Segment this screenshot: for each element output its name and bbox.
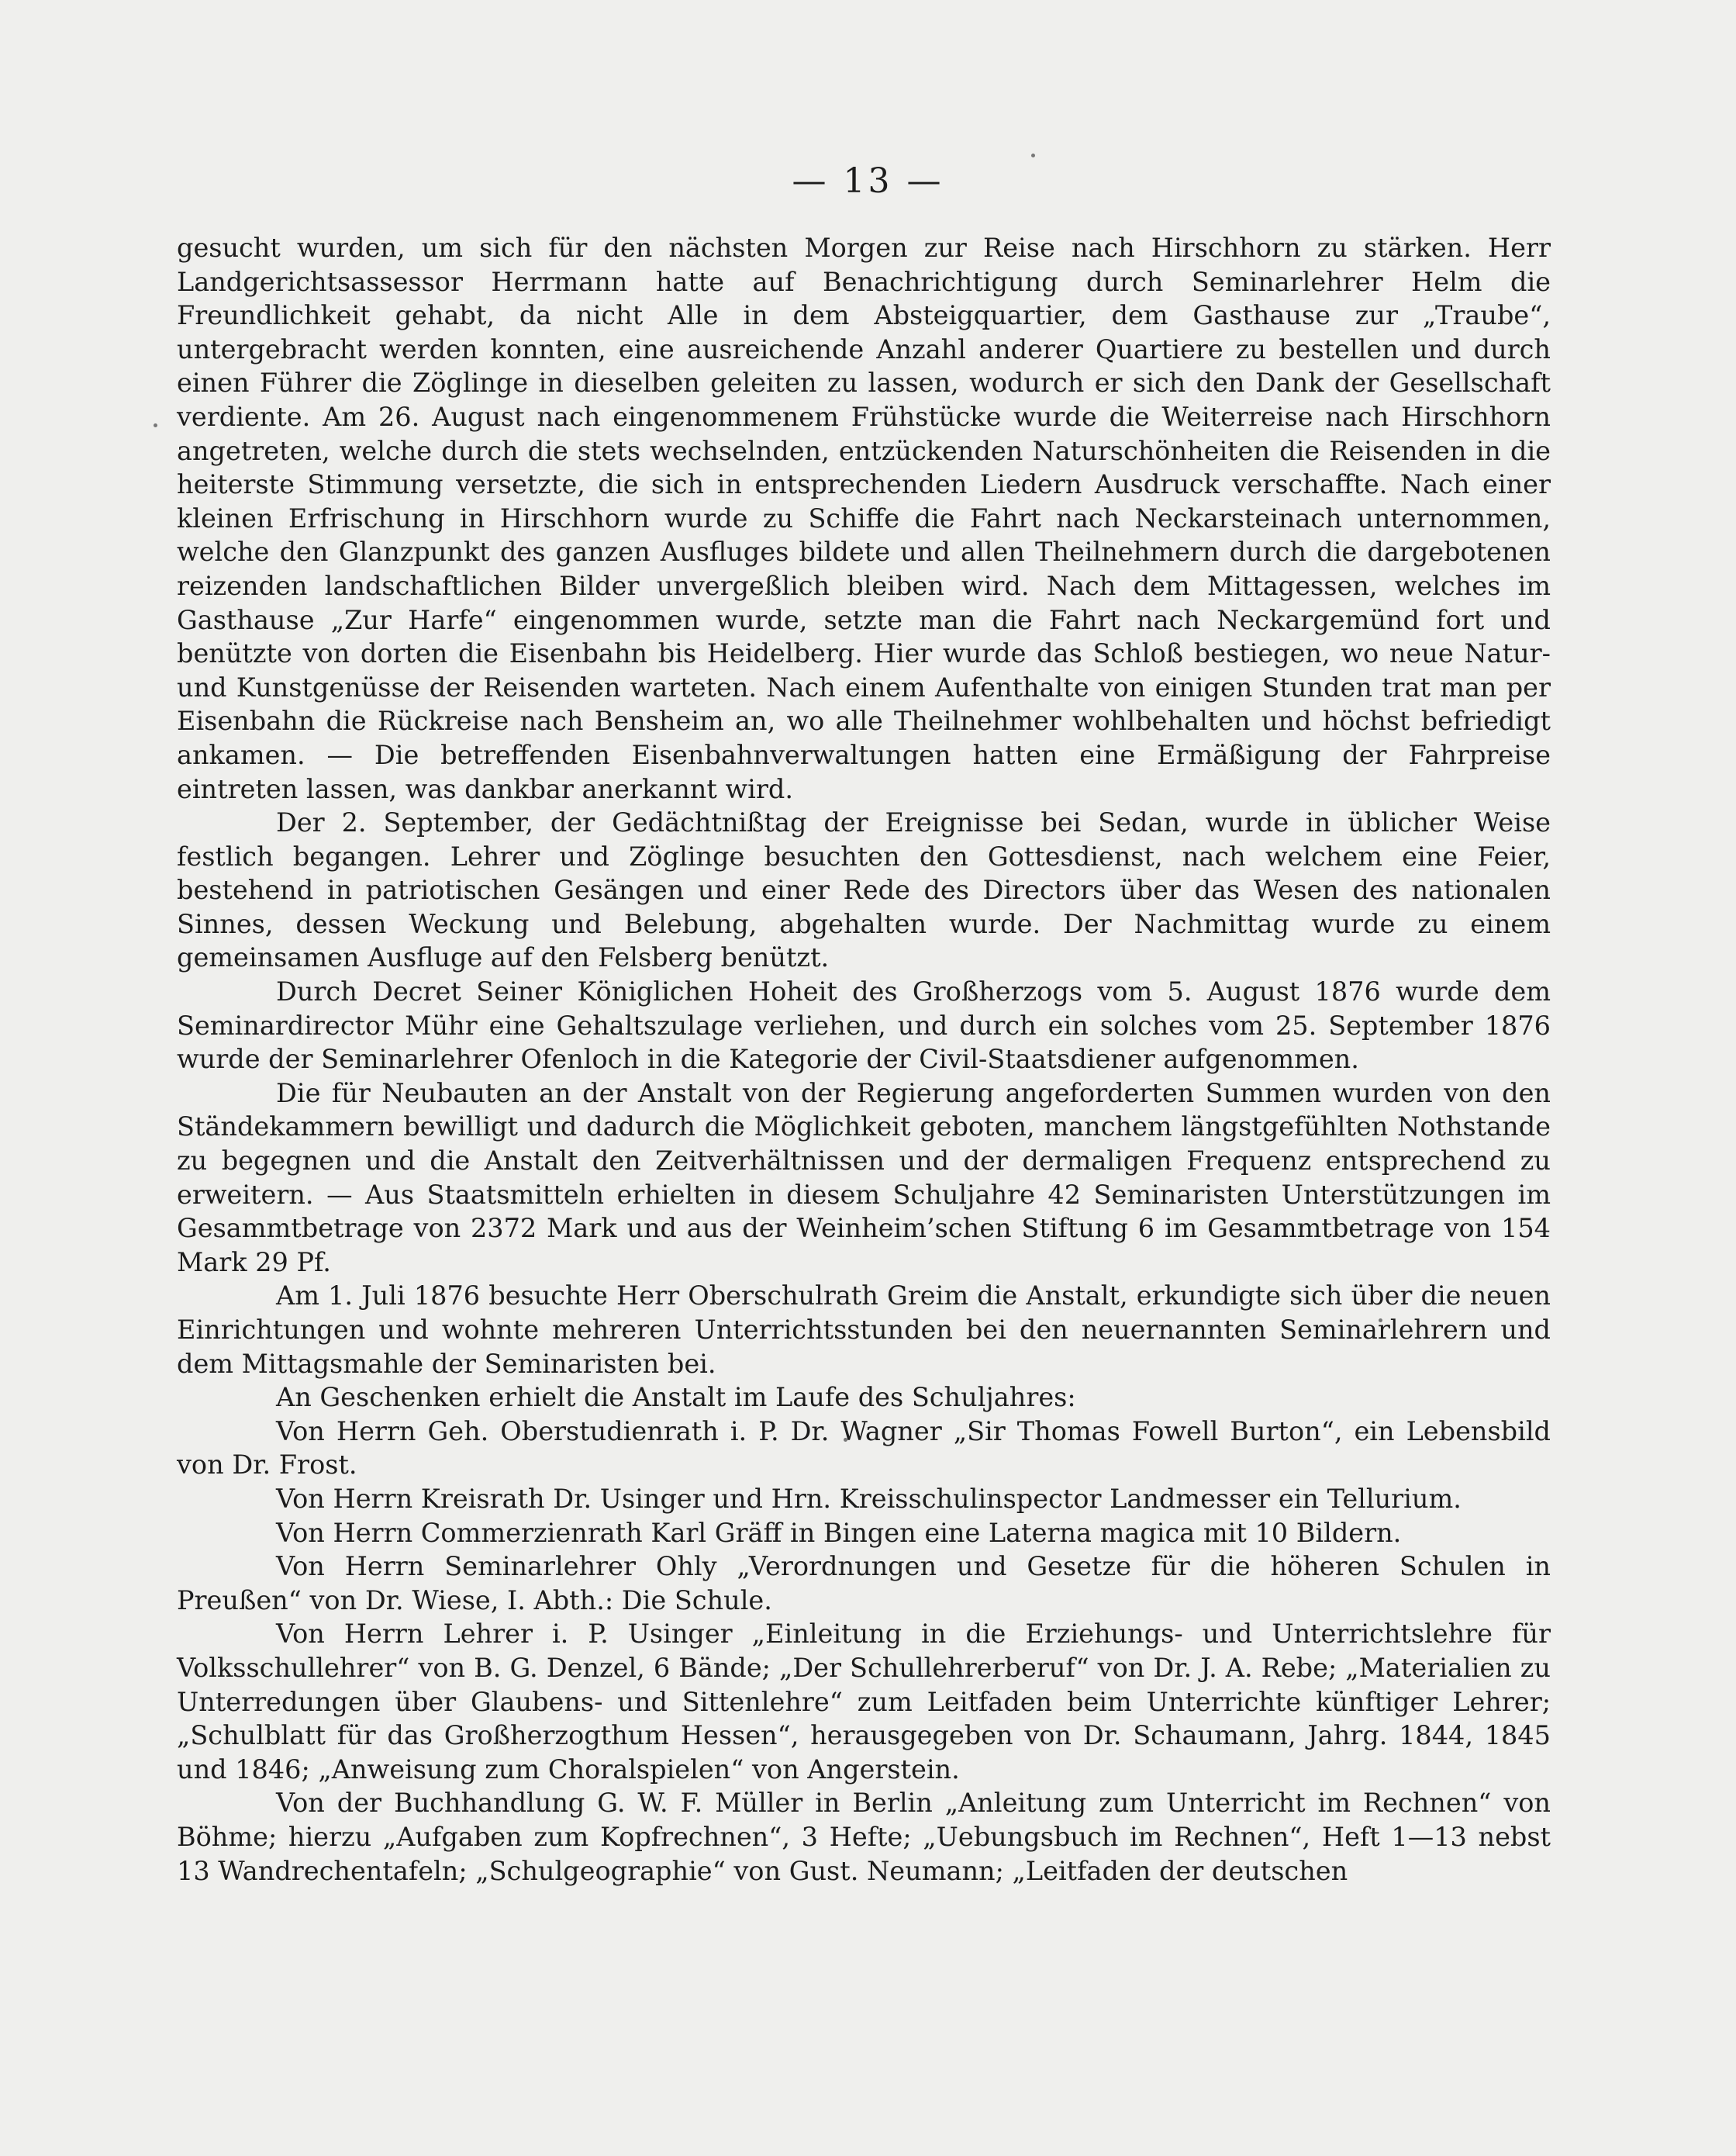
- page-number: — 13 —: [792, 161, 944, 201]
- paragraph: Von Herrn Seminarlehrer Ohly „Verordnungen und Gesetze für die höheren Schulen in Preußen“ von Dr. Wiese, I. Abth.: Die Schule.: [177, 1551, 1551, 1615]
- paragraph: Die für Neubauten an der Anstalt von der Regierung angeforderten Summen wurden von den Ständekammern bewilligt und dadurch die Möglichkeit geboten, manchem längstgefühlten Nothstande zu begegnen und die Anstalt den Zeitverhältnissen und der dermaligen Frequenz entsprechend zu erweitern. — Aus Staatsmitteln erhielten in diesem Schuljahre 42 Seminaristen Unterstützungen im Gesammtbetrage von 2372 Mark und aus der Weinheim’schen Stiftung 6 im Gesammtbetrage von 154 Mark 29 Pf.: [177, 1077, 1551, 1277]
- paragraph: Am 1. Juli 1876 besuchte Herr Oberschulrath Greim die Anstalt, erkundigte sich über die neuen Einrichtungen und wohnte mehreren Unterrichtsstunden bei den neuernannten Seminarlehrern und dem Mittagsmahle der Seminaristen bei.: [177, 1280, 1551, 1379]
- paragraph: Von Herrn Kreisrath Dr. Usinger und Hrn. Kreisschulinspector Landmesser ein Tellurium.: [276, 1483, 1462, 1514]
- paragraph: Durch Decret Seiner Königlichen Hoheit des Großherzogs vom 5. August 1876 wurde dem Seminardirector Mühr eine Gehaltszulage verliehen, und durch ein solches vom 25. September 1876 wurde der Seminarlehrer Ofenloch in die Kategorie der Civil-Staatsdiener aufgenommen.: [177, 976, 1551, 1075]
- paragraph: An Geschenken erhielt die Anstalt im Laufe des Schuljahres:: [276, 1382, 1076, 1413]
- paragraph: Von Herrn Geh. Oberstudienrath i. P. Dr. Wagner „Sir Thomas Fowell Burton“, ein Lebensbild von Dr. Frost.: [177, 1415, 1551, 1481]
- paragraph: gesucht wurden, um sich für den nächsten Morgen zur Reise nach Hirschhorn zu stärken. Herr Landgerichtsassessor Herrmann hatte auf Benachrichtigung durch Seminarlehrer Helm die Freundlichkeit gehabt, da nicht Alle in dem Absteigquartier, dem Gasthause zur „Traube“, untergebracht werden konnten, eine ausreichende Anzahl anderer Quartiere zu bestellen und durch einen Führer die Zöglinge in dieselben geleiten zu lassen, wodurch er sich den Dank der Gesellschaft verdiente. Am 26. August nach eingenommenem Frühstücke wurde die Weiterreise nach Hirschhorn angetreten, welche durch die stets wechselnden, entzückenden Naturschönheiten die Reisenden in die heiterste Stimmung versetzte, die sich in entsprechenden Liedern Ausdruck verschaffte. Nach einer kleinen Erfrischung in Hirschhorn wurde zu Schiffe die Fahrt nach Neckarsteinach unternommen, welche den Glanzpunkt des ganzen Ausfluges bildete und allen Theilnehmern durch die dargebotenen reizenden landschaftlichen Bilder unvergeßlich bleiben wird. Nach dem Mittagessen, welches im Gasthause „Zur Harfe“ eingenommen wurde, setzte man die Fahrt nach Neckargemünd fort und benützte von dorten die Eisenbahn bis Heidelberg. Hier wurde das Schloß bestiegen, wo neue Natur- und Kunstgenüsse der Reisenden warteten. Nach einem Aufenthalte von einigen Stunden trat man per Eisenbahn die Rückreise nach Bensheim an, wo alle Theilnehmer wohlbehalten und höchst befriedigt ankamen. — Die betreffenden Eisenbahnverwaltungen hatten eine Ermäßigung der Fahrpreise eintreten lassen, was dankbar anerkannt wird.: [177, 233, 1551, 804]
- paragraph: Von der Buchhandlung G. W. F. Müller in Berlin „Anleitung zum Unterricht im Rechnen“ von Böhme; hierzu „Aufgaben zum Kopfrechnen“, 3 Hefte; „Uebungsbuch im Rechnen“, Heft 1—13 nebst 13 Wandrechentafeln; „Schulgeographie“ von Gust. Neumann; „Leitfaden der deutschen: [177, 1788, 1551, 1886]
- paragraph: Der 2. September, der Gedächtnißtag der Ereignisse bei Sedan, wurde in üblicher Weise festlich begangen. Lehrer und Zöglinge besuchten den Gottesdienst, nach welchem eine Feier, bestehend in patriotischen Gesängen und einer Rede des Directors über das Wesen des nationalen Sinnes, dessen Weckung und Belebung, abgehalten wurde. Der Nachmittag wurde zu einem gemeinsamen Ausfluge auf den Felsberg benützt.: [177, 807, 1551, 973]
- paragraph: Von Herrn Lehrer i. P. Usinger „Einleitung in die Erziehungs- und Unterrichtslehre für Volksschullehrer“ von B. G. Denzel, 6 Bände; „Der Schullehrerberuf“ von Dr. J. A. Rebe; „Materialien zu Unterredungen über Glaubens- und Sittenlehre“ zum Leitfaden beim Unterrichte künftiger Lehrer; „Schulblatt für das Großherzogthum Hessen“, herausgegeben von Dr. Schaumann, Jahrg. 1844, 1845 und 1846; „Anweisung zum Choralspielen“ von Angerstein.: [177, 1619, 1551, 1785]
- paragraph: Von Herrn Commerzienrath Karl Gräff in Bingen eine Laterna magica mit 10 Bildern.: [276, 1517, 1402, 1548]
- body-text: [177, 231, 1551, 1888]
- print-speck: [1031, 154, 1035, 157]
- print-speck: [154, 423, 157, 427]
